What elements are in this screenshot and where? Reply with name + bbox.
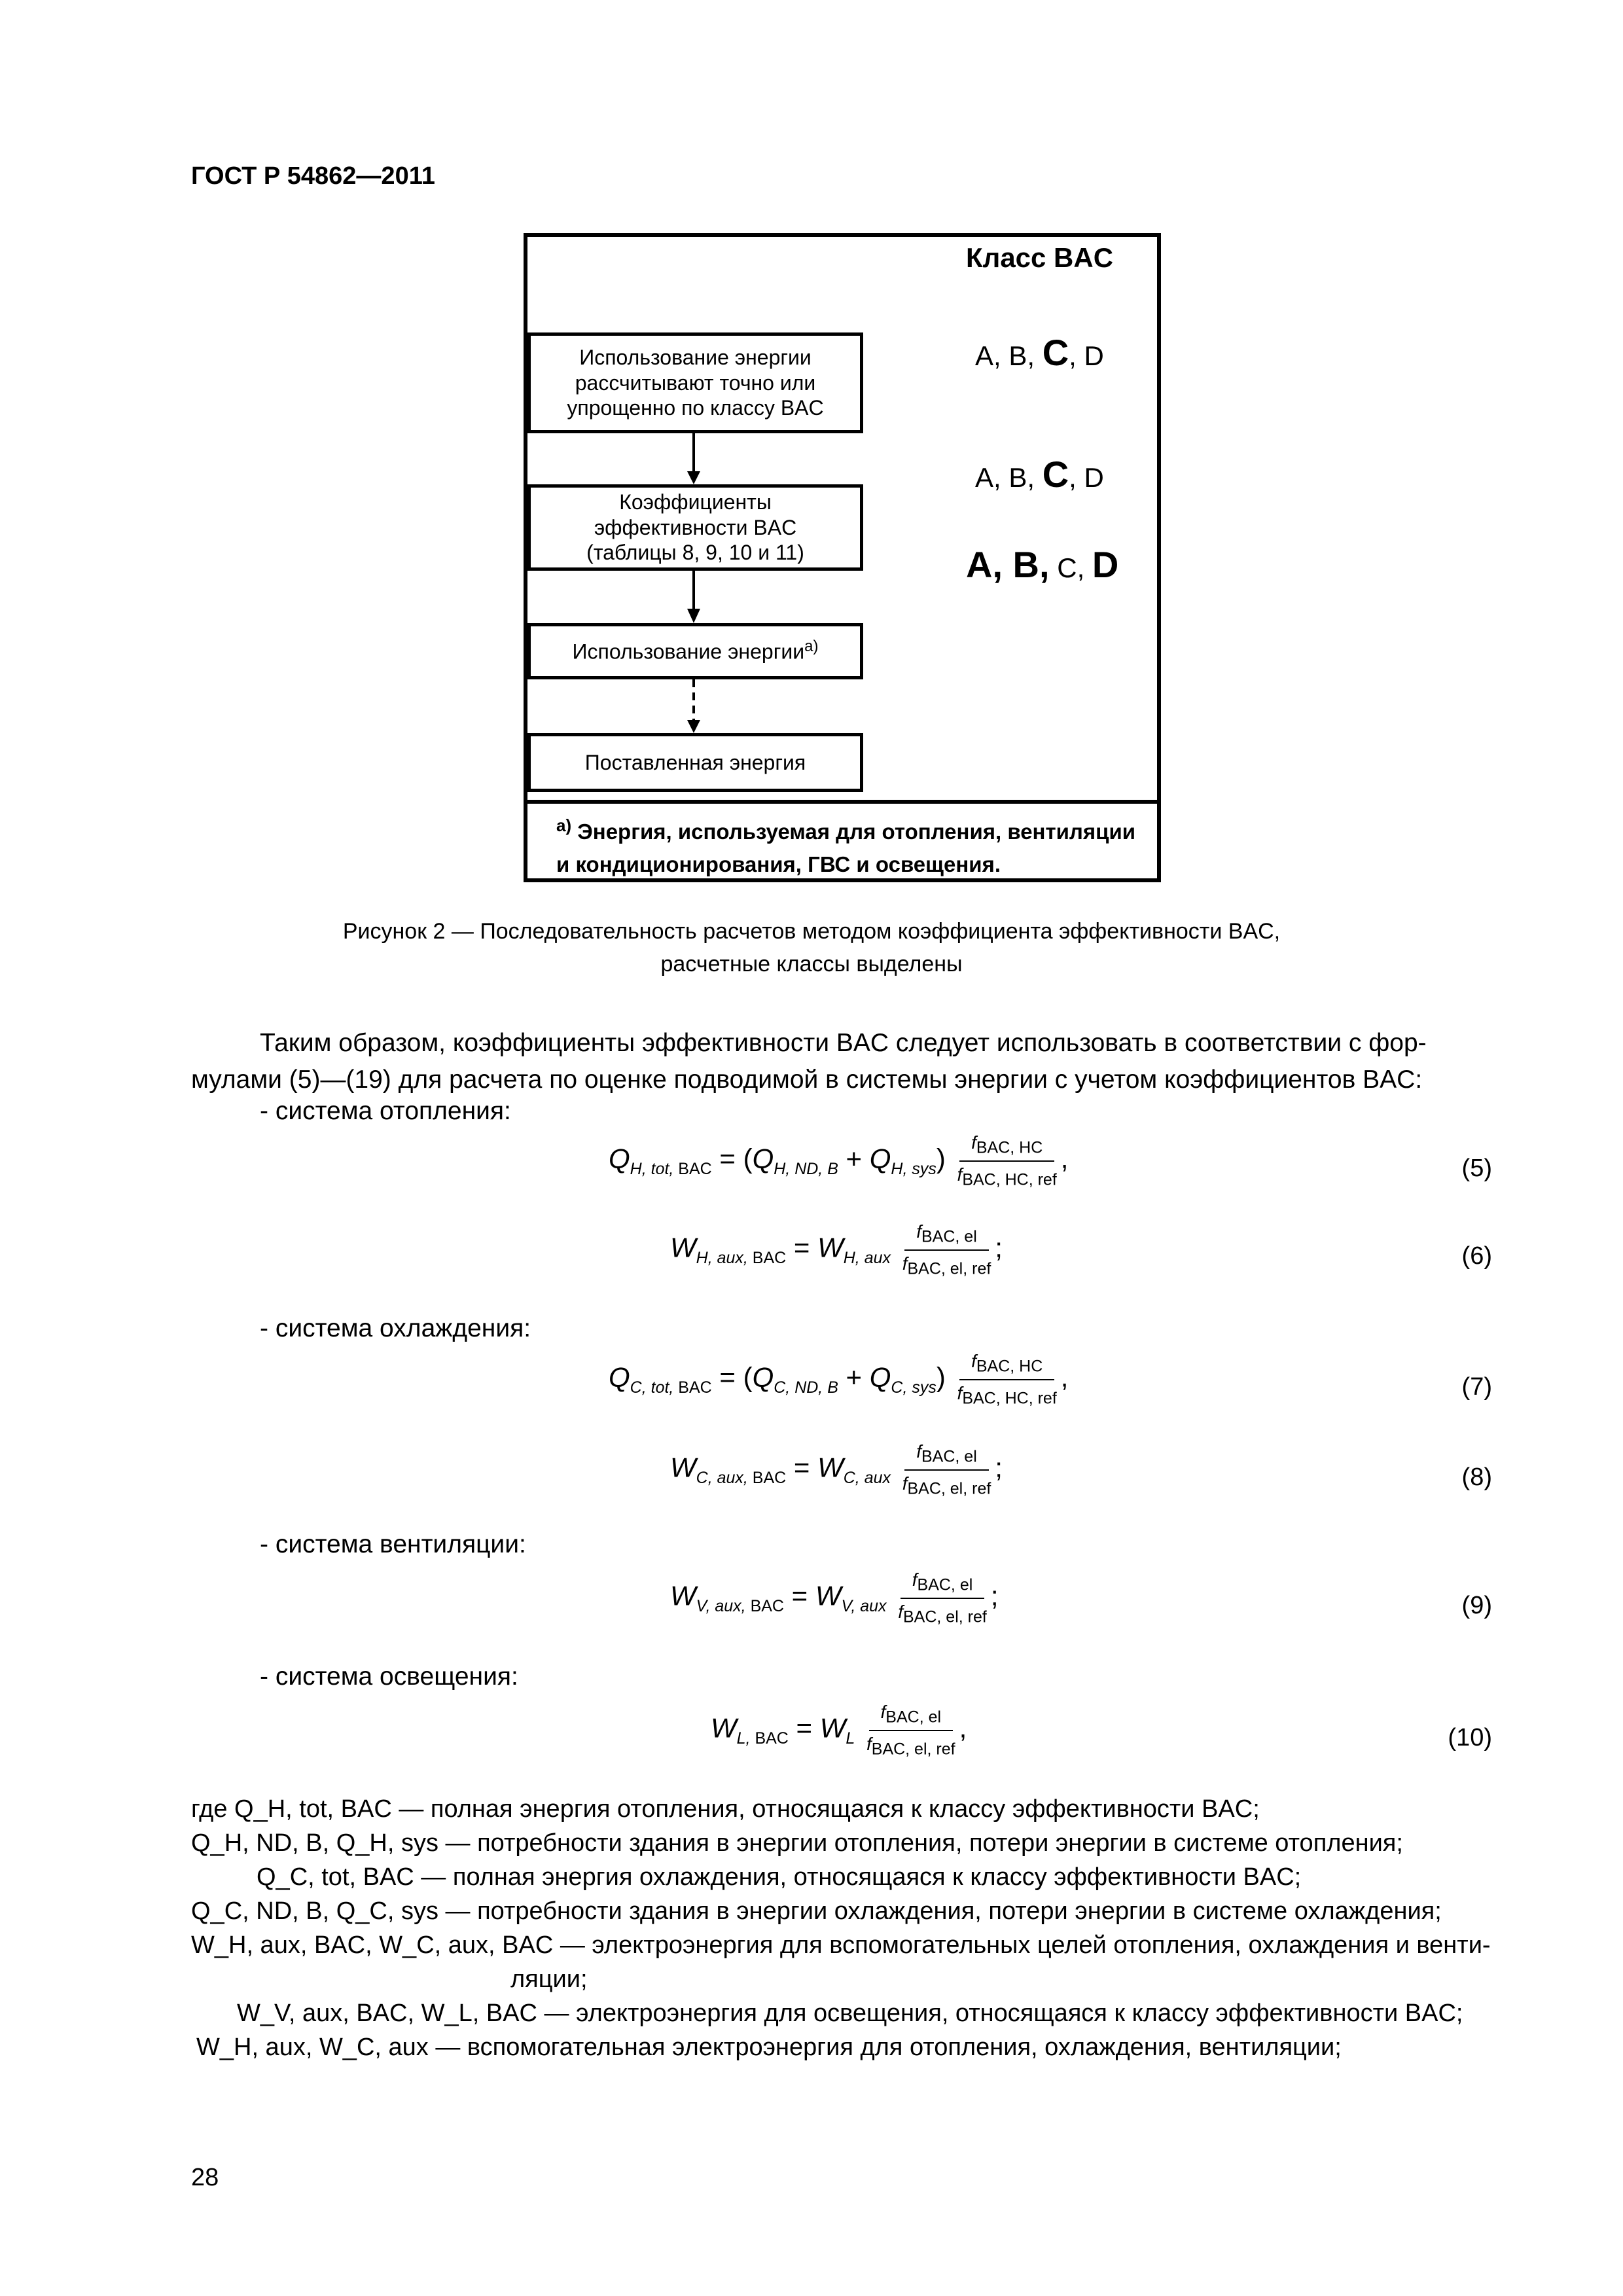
box-delivered-energy bbox=[527, 733, 863, 792]
flow-arrows bbox=[681, 433, 707, 734]
where-line-2: Q_H, ND, B, Q_H, sys — потребности здания в энергии отопления, потери энергии в системе отопления; bbox=[191, 1829, 1403, 1857]
box-energy-use-calc bbox=[527, 332, 863, 433]
class-row-2: A, B, C, D bbox=[975, 454, 1104, 495]
box-energy-use-text: Использование энергии$^{а)}$ bbox=[572, 637, 819, 664]
item-cooling: - система охлаждения: bbox=[260, 1314, 531, 1342]
formula-9: $W_{V, aux,}$ $_{BAC} = W_{V, aux}$ $\frac{f_{BAC, el}}{f_{BAC, el, ref}}$ ; bbox=[670, 1570, 999, 1626]
formula-9-number: (9) bbox=[1461, 1592, 1492, 1619]
where-line-1: где Q_H, tot, BAC — полная энергия отопления, относящаяся к классу эффективности BAC; bbox=[191, 1795, 1260, 1823]
page-number: 28 bbox=[191, 2164, 219, 2191]
document-header: ГОСТ Р 54862—2011 bbox=[191, 162, 435, 190]
class-title: Класс BAC bbox=[966, 242, 1114, 273]
item-ventilation: - система вентиляции: bbox=[260, 1530, 526, 1558]
box-delivered-energy-text: Поставленная энергия bbox=[584, 750, 806, 774]
class-row-3: A, B, C, D bbox=[966, 544, 1119, 585]
where-line-5b: ляции; bbox=[510, 1965, 588, 1993]
formula-6-number: (6) bbox=[1461, 1242, 1492, 1270]
arrow-down-icon bbox=[687, 471, 700, 484]
item-heating: - система отопления: bbox=[260, 1097, 511, 1125]
class-row-1: A, B, C, D bbox=[975, 332, 1104, 373]
formula-5: $Q_{H, tot,}$ $_{BAC} = (Q_{H, ND, B} + Q_{H, sys})$ $\frac{f_{BAC, HC}}{f_{BAC, HC, ref}}$ , bbox=[609, 1132, 1069, 1189]
diagram-footnote: $^{а)}$ Энергия, используемая для отопления, вентиляции и кондиционирования, ГВС и освещения. bbox=[556, 816, 1136, 876]
formula-10-number: (10) bbox=[1448, 1724, 1492, 1751]
formula-6: $W_{H, aux,}$ $_{BAC} = W_{H, aux}$ $\frac{f_{BAC, el}}{f_{BAC, el, ref}}$ ; bbox=[670, 1221, 1003, 1278]
figure-caption-line2: расчетные классы выделены bbox=[660, 952, 963, 977]
formula-8: $W_{C, aux,}$ $_{BAC} = W_{C, aux}$ $\frac{f_{BAC, el}}{f_{BAC, el, ref}}$ ; bbox=[670, 1441, 1003, 1498]
arrow-down-icon bbox=[687, 720, 700, 733]
where-line-7: W_H, aux, W_C, aux — вспомогательная электроэнергия для отопления, охлаждения, вентиляции; bbox=[196, 2034, 1342, 2061]
arrow-down-icon bbox=[687, 609, 700, 623]
formula-8-number: (8) bbox=[1461, 1463, 1492, 1491]
formula-7: $Q_{C, tot,}$ $_{BAC} = (Q_{C, ND, B} + Q_{C, sys})$ $\frac{f_{BAC, HC}}{f_{BAC, HC, ref}}$ , bbox=[609, 1351, 1069, 1408]
intro-line1: Таким образом, коэффициенты эффективности BAC следует использовать в соответствии с фор- bbox=[260, 1029, 1427, 1057]
formula-10: $W_{L,}$ $_{BAC} = W_L$ $\frac{f_{BAC, el}}{f_{BAC, el, ref}}$ , bbox=[711, 1702, 967, 1759]
where-line-6: W_V, aux, BAC, W_L, BAC — электроэнергия для освещения, относящаяся к классу эффективности BAC; bbox=[237, 2000, 1463, 2027]
formula-7-number: (7) bbox=[1461, 1373, 1492, 1401]
box-bac-coefficients-text: Коэффициенты эффективности BAC (таблицы 8, 9, 10 и 11) bbox=[586, 490, 804, 565]
intro-line2: мулами (5)—(19) для расчета по оценке подводимой в системы энергии с учетом коэффициентов BAC: bbox=[191, 1066, 1423, 1094]
item-lighting: - система освещения: bbox=[260, 1662, 518, 1691]
formula-5-number: (5) bbox=[1461, 1155, 1492, 1182]
figure-caption-line1: Рисунок 2 — Последовательность расчетов методом коэффициента эффективности BAC, bbox=[342, 919, 1281, 944]
where-line-5: W_H, aux, BAC, W_C, aux, BAC — электроэнергия для вспомогательных целей отопления, охлаждения и венти- bbox=[191, 1931, 1491, 1959]
where-line-3: Q_C, tot, BAC — полная энергия охлаждения, относящаяся к классу эффективности BAC; bbox=[257, 1863, 1302, 1891]
box-energy-use-calc-text: Использование энергии рассчитывают точно или упрощенно по классу BAC bbox=[567, 346, 824, 420]
where-line-4: Q_C, ND, B, Q_C, sys — потребности здания в энергии охлаждения, потери энергии в системе охлаждения; bbox=[191, 1897, 1442, 1925]
diagram-separator bbox=[524, 800, 1161, 804]
